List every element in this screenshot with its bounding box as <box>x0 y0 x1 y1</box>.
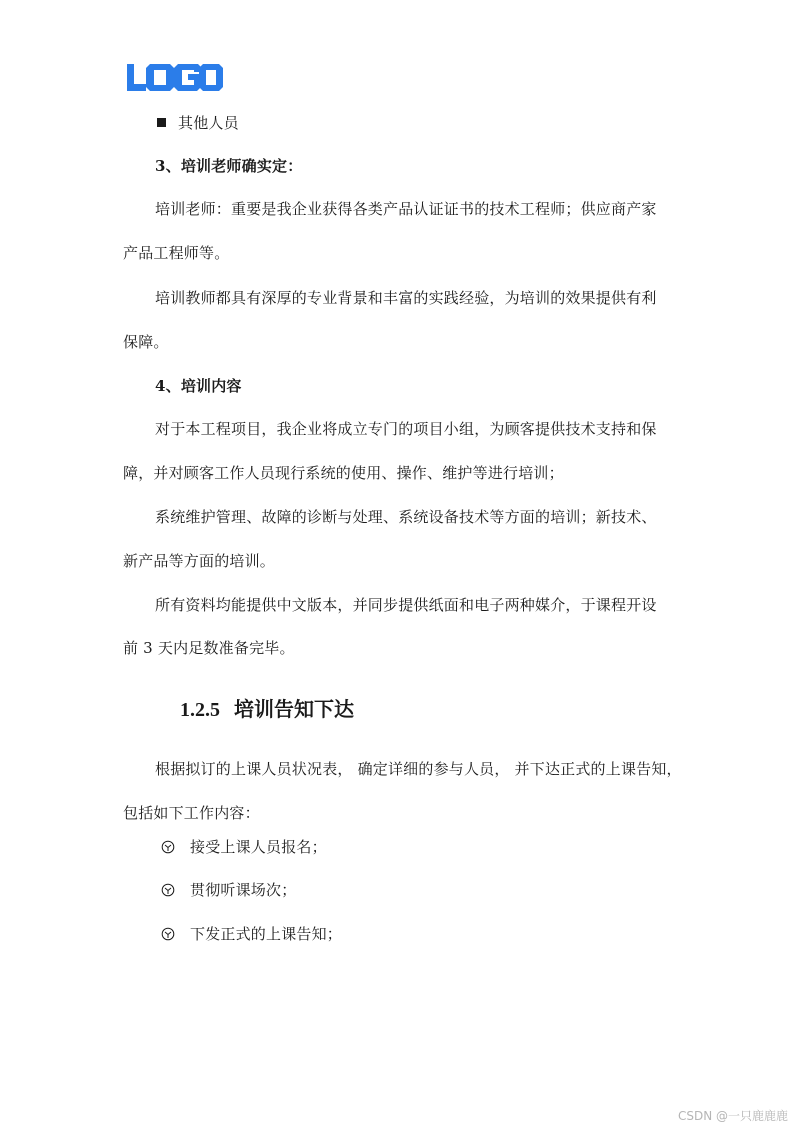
pointing-hand-icon <box>161 883 175 897</box>
intro-line-1: 根据拟订的上课人员状况表， 确定详细的参与人员， 并下达正式的上课告知， <box>155 760 682 778</box>
section-heading <box>180 696 354 723</box>
paragraph-3-line-1: 对于本工程项目，我企业将成立专门的项目小组，为顾客提供技术支持和保 <box>155 420 657 438</box>
bullet-other-text: 其他人员 <box>178 114 239 132</box>
logo-graphic <box>126 62 224 94</box>
list-item: 下发正式的上课告知； <box>190 925 343 943</box>
list-item: 贯彻听课场次； <box>190 881 297 899</box>
heading-title: 培训告知下达 <box>234 697 354 721</box>
paragraph-1-line-2: 产品工程师等。 <box>123 244 230 262</box>
paragraph-4-line-2: 新产品等方面的培训。 <box>123 552 276 570</box>
pointing-hand-icon <box>161 927 175 941</box>
paragraph-4-line-1: 系统维护管理、故障的诊断与处理、系统设备技术等方面的培训；新技术、 <box>155 508 657 526</box>
intro-line-2: 包括如下工作内容： <box>123 804 260 822</box>
square-bullet-icon <box>157 118 166 127</box>
paragraph-2-line-1: 培训教师都具有深厚的专业背景和丰富的实践经验，为培训的效果提供有利 <box>155 289 657 307</box>
paragraph-5-line-1: 所有资料均能提供中文版本，并同步提供纸面和电子两种媒介，于课程开设 <box>155 596 657 614</box>
watermark: CSDN @一只鹿鹿鹿 <box>677 1109 788 1123</box>
heading-number: 1.2.5 <box>180 699 220 721</box>
paragraph-5-line-2: 前 3 天内足数准备完毕。 <box>123 639 295 657</box>
list-item: 接受上课人员报名； <box>190 838 327 856</box>
paragraph-2-line-2: 保障。 <box>123 333 169 351</box>
logo <box>126 62 224 94</box>
paragraph-3-line-2: 障，并对顾客工作人员现行系统的使用、操作、维护等进行培训； <box>123 464 564 482</box>
pointing-hand-icon <box>161 840 175 854</box>
section-4-title: 4、培训内容 <box>155 377 242 395</box>
paragraph-1-line-1: 培训老师：重要是我企业获得各类产品认证证书的技术工程师；供应商产家 <box>155 200 657 218</box>
section-3-title: 3、培训老师确实定： <box>155 157 303 175</box>
